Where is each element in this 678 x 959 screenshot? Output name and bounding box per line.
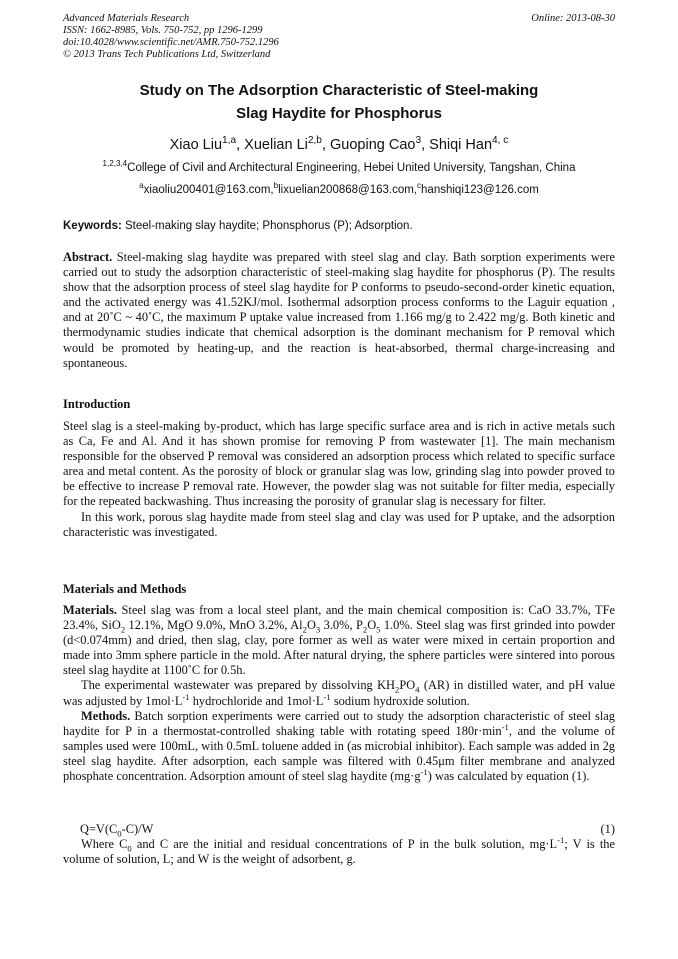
author-name: Shiqi Han (429, 137, 493, 153)
introduction-body (63, 419, 615, 540)
introduction-heading: Introduction (63, 397, 131, 411)
email-sup: b (273, 181, 279, 191)
materials-label: Materials. (63, 603, 118, 617)
materials-paragraph: Materials. Steel slag was from a local steel plant, and the main chemical composition is: CaO 33.7%, TFe 23.4%, SiO$_2$ 12.1%, MgO 9.0%, MnO 3.2%, $Al_2O_3$ 3.0%, $P_2O_5$ 1.0%. Steel slag was first grinded into powder (d<0.074mm) and dried, then slag, clay, pore former as well as water were mixed in certain proportion and made into 3mm sphere particle in the mold. After natural drying, the sphere particles were sintered into porous steel slag haydite at 1100˚C for 0.5h. (63, 603, 615, 678)
email-list (63, 183, 615, 198)
author-sup: 1,a (222, 135, 237, 147)
methods-heading: Materials and Methods (63, 582, 187, 596)
abstract-label: Abstract. (63, 250, 113, 264)
author-name: Guoping Cao (330, 137, 416, 153)
doi-line: doi:10.4028/www.scientific.net/AMR.750-752.1296 (63, 37, 279, 48)
title-line-2: Slag Haydite for Phosphorus (236, 104, 442, 122)
affiliation-text: College of Civil and Architectural Engineering, Hebei United University, Tangshan, China (127, 162, 576, 174)
keywords-label: Keywords: (63, 220, 122, 232)
email-address: xiaoliu200401@163.com, (143, 184, 274, 196)
methods-paragraph: Methods. Batch sorption experiments were carried out to study the adsorption characteristic of steel slag haydite for P in a thermostat-controlled shaking table with rotating speed $180r\cdot\min^{-1}$, and the volume of samples used were 100mL, with 0.5mL toluene added in (as microbial inhibitor). Each sample was added in 2g steel slag haydite. After adsorption, each sample was filtered with 0.45μm filter membrane and analyzed phosphate concentration. Adsorption amount of steel slag haydite $(mg\cdot g^{-1})$ was calculated by equation (1). (63, 708, 615, 784)
paper-title (63, 80, 615, 125)
email-address: lixuelian200868@163.com, (278, 184, 417, 196)
author-sup: 4, c (492, 135, 509, 147)
author-name: Xuelian Li (244, 137, 308, 153)
author-sup: 3 (415, 135, 422, 147)
copyright-line: © 2013 Trans Tech Publications Ltd, Switzerland (63, 49, 271, 60)
author-sep: , (321, 137, 330, 153)
keywords (63, 219, 615, 234)
affiliation-sup: 1,2,3,4 (102, 159, 128, 169)
introduction-paragraph: In this work, porous slag haydite made from steel slag and clay was used for P uptake, and the adsorption characteristic was investigated. (63, 509, 615, 539)
equation-number: (1) (600, 822, 615, 836)
title-line-1: Study on The Adsorption Characteristic of Steel-making (139, 82, 539, 99)
where-paragraph: Where $C_0$ and C are the initial and residual concentrations of P in the bulk solution, $mg\cdot L^{-1}$; V is the volume of solution, L; and W is the weight of adsorbent, g. (63, 834, 615, 867)
methods-label: Methods. (81, 708, 131, 723)
author-sup: 2,b (307, 135, 322, 147)
wastewater-paragraph: The experimental wastewater was prepared by dissolving $KH_2PO_4$ (AR) in distilled water, and pH value was adjusted by $1mol\cdot L^{-1}$ hydrochloride and $1mol\cdot L^{-1}$ sodium hydroxide solution. (63, 678, 615, 708)
abstract (63, 250, 615, 371)
journal-header (63, 13, 615, 61)
equation-1: $Q=V(C_0-C)/W$ (1) (80, 822, 615, 839)
journal-name: Advanced Materials Research (63, 13, 190, 24)
abstract-text: Steel-making slag haydite was prepared with steel slag and clay. Bath sorption experiments were carried out to study the adsorption characteristic of steel-making slag haydite for phosphorus (P). The results show that the adsorption process of steel slag haydite for P conforms to pseudo-second-order kinetic equation, and the activated energy was 41.52KJ/mol. Isothermal adsorption process conforms to the Laguir equation , and at 20˚C ~ 40˚C, the maximum P uptake value increased from 1.166 mg/g to 2.422 mg/g. Both kinetic and thermodynamic studies indicate that chemical adsorption is the dominant mechanism for P removal which would be promoted by heating-up, and the reaction is heat-absorbed, thermal charge-increasing and spontaneous. (63, 250, 615, 370)
author-name: Xiao Liu (169, 137, 223, 153)
keywords-text: Steel-making slay haydite; Phonsphorus (P); Adsorption. (121, 220, 413, 232)
online-date: Online: 2013-08-30 (531, 13, 615, 24)
author-sep: , (421, 137, 430, 153)
email-sup: c (417, 181, 422, 191)
email-sup: a (139, 181, 144, 191)
email-address: hanshiqi123@126.com (421, 184, 539, 196)
author-sep: , (236, 137, 245, 153)
affiliation (63, 161, 615, 176)
issn-line: ISSN: 1662-8985, Vols. 750-752, pp 1296-1299 (63, 25, 263, 36)
introduction-paragraph: Steel slag is a steel-making by-product, which has large specific surface area and is rich in active metals such as Ca, Fe and Al. And it has shown promise for removing P from wastewater [1]. The main mechanism responsible for the observed P removal was considered an adsorption process which related to specific surface area and metal content. As the porosity of block or granular slag was low, grinding slag into powder proved to be effective to increase P removal rate. However, the powder slag was not suitable for filter media, especially for the repeated backwashing. Thus increasing the porosity of granular slag is necessary for filter. (63, 419, 615, 509)
methods-body (63, 603, 615, 784)
author-list (63, 136, 615, 154)
